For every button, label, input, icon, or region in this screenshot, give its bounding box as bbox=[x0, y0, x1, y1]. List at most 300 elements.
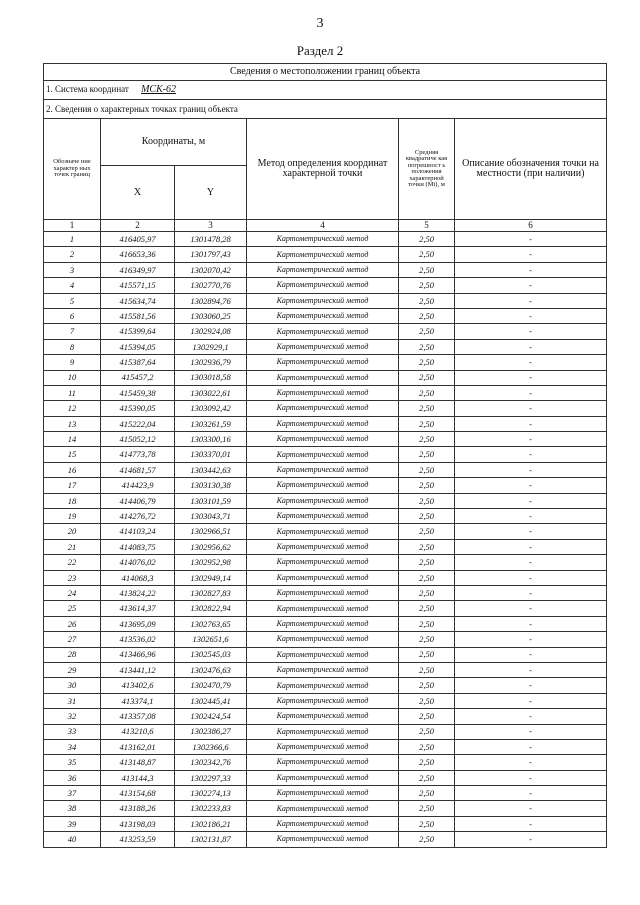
x-cell: 414276,72 bbox=[101, 509, 175, 524]
description-cell: - bbox=[455, 524, 607, 539]
table-row bbox=[44, 416, 607, 431]
description-cell: - bbox=[455, 432, 607, 447]
y-cell: 1302966,51 bbox=[175, 524, 247, 539]
header-description: Описание обозначения точки на местности (при наличии) bbox=[455, 119, 607, 220]
page-number: 3 bbox=[316, 16, 324, 31]
method-cell: Картометрический метод bbox=[247, 278, 399, 293]
point-id-cell: 2 bbox=[44, 247, 101, 262]
x-cell: 415571,15 bbox=[101, 278, 175, 293]
accuracy-cell: 2,50 bbox=[399, 524, 455, 539]
accuracy-cell: 2,50 bbox=[399, 262, 455, 277]
header-x: X bbox=[101, 166, 175, 220]
x-cell: 415394,05 bbox=[101, 339, 175, 354]
table-row bbox=[44, 278, 607, 293]
table-row bbox=[44, 370, 607, 385]
method-cell: Картометрический метод bbox=[247, 647, 399, 662]
y-cell: 1302956,62 bbox=[175, 539, 247, 554]
header-y: Y bbox=[175, 166, 247, 220]
table-row bbox=[44, 647, 607, 662]
method-cell: Картометрический метод bbox=[247, 447, 399, 462]
x-cell: 416653,36 bbox=[101, 247, 175, 262]
y-cell: 1302929,1 bbox=[175, 339, 247, 354]
table-row bbox=[44, 355, 607, 370]
method-cell: Картометрический метод bbox=[247, 478, 399, 493]
method-cell: Картометрический метод bbox=[247, 570, 399, 585]
x-cell: 413162,01 bbox=[101, 739, 175, 754]
table-row bbox=[44, 585, 607, 600]
method-cell: Картометрический метод bbox=[247, 555, 399, 570]
x-cell: 414773,78 bbox=[101, 447, 175, 462]
point-id-cell: 8 bbox=[44, 339, 101, 354]
x-cell: 413695,09 bbox=[101, 616, 175, 631]
y-cell: 1303092,42 bbox=[175, 401, 247, 416]
y-cell: 1302297,33 bbox=[175, 770, 247, 785]
table-row bbox=[44, 801, 607, 816]
y-cell: 1302822,94 bbox=[175, 601, 247, 616]
y-cell: 1302186,21 bbox=[175, 816, 247, 831]
method-cell: Картометрический метод bbox=[247, 247, 399, 262]
description-cell: - bbox=[455, 247, 607, 262]
y-cell: 1302476,63 bbox=[175, 662, 247, 677]
col-number: 4 bbox=[247, 220, 399, 232]
point-id-cell: 39 bbox=[44, 816, 101, 831]
x-cell: 415581,56 bbox=[101, 308, 175, 323]
accuracy-cell: 2,50 bbox=[399, 385, 455, 400]
accuracy-cell: 2,50 bbox=[399, 247, 455, 262]
description-cell: - bbox=[455, 632, 607, 647]
description-cell: - bbox=[455, 324, 607, 339]
accuracy-cell: 2,50 bbox=[399, 709, 455, 724]
description-cell: - bbox=[455, 339, 607, 354]
table-row bbox=[44, 262, 607, 277]
y-cell: 1302827,83 bbox=[175, 585, 247, 600]
description-cell: - bbox=[455, 293, 607, 308]
table-title: Сведения о местоположении границ объекта bbox=[44, 64, 607, 81]
y-cell: 1302131,87 bbox=[175, 832, 247, 847]
point-id-cell: 36 bbox=[44, 770, 101, 785]
method-cell: Картометрический метод bbox=[247, 786, 399, 801]
x-cell: 414076,02 bbox=[101, 555, 175, 570]
description-cell: - bbox=[455, 262, 607, 277]
method-cell: Картометрический метод bbox=[247, 308, 399, 323]
table-row bbox=[44, 385, 607, 400]
y-cell: 1303261,59 bbox=[175, 416, 247, 431]
accuracy-cell: 2,50 bbox=[399, 678, 455, 693]
y-cell: 1302770,76 bbox=[175, 278, 247, 293]
table-row bbox=[44, 432, 607, 447]
x-cell: 415634,74 bbox=[101, 293, 175, 308]
y-cell: 1302342,76 bbox=[175, 755, 247, 770]
table-row bbox=[44, 478, 607, 493]
description-cell: - bbox=[455, 786, 607, 801]
accuracy-cell: 2,50 bbox=[399, 662, 455, 677]
method-cell: Картометрический метод bbox=[247, 585, 399, 600]
point-id-cell: 24 bbox=[44, 585, 101, 600]
method-cell: Картометрический метод bbox=[247, 462, 399, 477]
method-cell: Картометрический метод bbox=[247, 816, 399, 831]
table-row bbox=[44, 616, 607, 631]
description-cell: - bbox=[455, 570, 607, 585]
point-id-cell: 1 bbox=[44, 232, 101, 247]
table-row bbox=[44, 447, 607, 462]
description-cell: - bbox=[455, 232, 607, 247]
accuracy-cell: 2,50 bbox=[399, 739, 455, 754]
point-id-cell: 4 bbox=[44, 278, 101, 293]
y-cell: 1302424,54 bbox=[175, 709, 247, 724]
x-cell: 413198,03 bbox=[101, 816, 175, 831]
description-cell: - bbox=[455, 509, 607, 524]
method-cell: Картометрический метод bbox=[247, 524, 399, 539]
point-id-cell: 29 bbox=[44, 662, 101, 677]
method-cell: Картометрический метод bbox=[247, 832, 399, 847]
accuracy-cell: 2,50 bbox=[399, 432, 455, 447]
description-cell: - bbox=[455, 462, 607, 477]
x-cell: 414103,24 bbox=[101, 524, 175, 539]
description-cell: - bbox=[455, 401, 607, 416]
accuracy-cell: 2,50 bbox=[399, 370, 455, 385]
y-cell: 1302924,08 bbox=[175, 324, 247, 339]
method-cell: Картометрический метод bbox=[247, 601, 399, 616]
method-cell: Картометрический метод bbox=[247, 693, 399, 708]
x-cell: 415052,12 bbox=[101, 432, 175, 447]
y-cell: 1303370,01 bbox=[175, 447, 247, 462]
point-id-cell: 7 bbox=[44, 324, 101, 339]
accuracy-cell: 2,50 bbox=[399, 801, 455, 816]
accuracy-cell: 2,50 bbox=[399, 447, 455, 462]
table-body bbox=[44, 232, 607, 848]
x-cell: 415399,64 bbox=[101, 324, 175, 339]
method-cell: Картометрический метод bbox=[247, 801, 399, 816]
y-cell: 1302651,6 bbox=[175, 632, 247, 647]
accuracy-cell: 2,50 bbox=[399, 293, 455, 308]
x-cell: 413210,6 bbox=[101, 724, 175, 739]
x-cell: 413402,6 bbox=[101, 678, 175, 693]
point-id-cell: 34 bbox=[44, 739, 101, 754]
table-row bbox=[44, 401, 607, 416]
point-id-cell: 22 bbox=[44, 555, 101, 570]
table-row bbox=[44, 724, 607, 739]
y-cell: 1303043,71 bbox=[175, 509, 247, 524]
header-point-designation: Обозначе ние характер ных точек границ bbox=[44, 119, 101, 220]
accuracy-cell: 2,50 bbox=[399, 478, 455, 493]
col-number: 2 bbox=[101, 220, 175, 232]
point-id-cell: 32 bbox=[44, 709, 101, 724]
table-row bbox=[44, 662, 607, 677]
method-cell: Картометрический метод bbox=[247, 339, 399, 354]
accuracy-cell: 2,50 bbox=[399, 539, 455, 554]
point-id-cell: 3 bbox=[44, 262, 101, 277]
table-row bbox=[44, 832, 607, 847]
method-cell: Картометрический метод bbox=[247, 401, 399, 416]
y-cell: 1302386,27 bbox=[175, 724, 247, 739]
accuracy-cell: 2,50 bbox=[399, 324, 455, 339]
description-cell: - bbox=[455, 709, 607, 724]
x-cell: 414681,57 bbox=[101, 462, 175, 477]
x-cell: 413441,12 bbox=[101, 662, 175, 677]
x-cell: 415387,64 bbox=[101, 355, 175, 370]
accuracy-cell: 2,50 bbox=[399, 585, 455, 600]
y-cell: 1302366,6 bbox=[175, 739, 247, 754]
point-id-cell: 26 bbox=[44, 616, 101, 631]
accuracy-cell: 2,50 bbox=[399, 786, 455, 801]
method-cell: Картометрический метод bbox=[247, 678, 399, 693]
description-cell: - bbox=[455, 647, 607, 662]
description-cell: - bbox=[455, 385, 607, 400]
x-cell: 413466,96 bbox=[101, 647, 175, 662]
y-cell: 1302763,65 bbox=[175, 616, 247, 631]
accuracy-cell: 2,50 bbox=[399, 509, 455, 524]
table-row bbox=[44, 570, 607, 585]
accuracy-cell: 2,50 bbox=[399, 832, 455, 847]
method-cell: Картометрический метод bbox=[247, 293, 399, 308]
description-cell: - bbox=[455, 355, 607, 370]
y-cell: 1303060,25 bbox=[175, 308, 247, 323]
table-row bbox=[44, 339, 607, 354]
description-cell: - bbox=[455, 770, 607, 785]
method-cell: Картометрический метод bbox=[247, 755, 399, 770]
description-cell: - bbox=[455, 478, 607, 493]
x-cell: 413614,37 bbox=[101, 601, 175, 616]
accuracy-cell: 2,50 bbox=[399, 770, 455, 785]
x-cell: 413144,3 bbox=[101, 770, 175, 785]
accuracy-cell: 2,50 bbox=[399, 355, 455, 370]
table-row bbox=[44, 601, 607, 616]
table-row bbox=[44, 247, 607, 262]
y-cell: 1303022,61 bbox=[175, 385, 247, 400]
header-method: Метод определения координат характерной точки bbox=[247, 119, 399, 220]
accuracy-cell: 2,50 bbox=[399, 462, 455, 477]
x-cell: 413374,1 bbox=[101, 693, 175, 708]
table-row bbox=[44, 493, 607, 508]
point-id-cell: 31 bbox=[44, 693, 101, 708]
table-row bbox=[44, 324, 607, 339]
method-cell: Картометрический метод bbox=[247, 632, 399, 647]
point-id-cell: 13 bbox=[44, 416, 101, 431]
description-cell: - bbox=[455, 678, 607, 693]
table-row bbox=[44, 632, 607, 647]
accuracy-cell: 2,50 bbox=[399, 278, 455, 293]
point-id-cell: 19 bbox=[44, 509, 101, 524]
method-cell: Картометрический метод bbox=[247, 416, 399, 431]
method-cell: Картометрический метод bbox=[247, 662, 399, 677]
description-cell: - bbox=[455, 416, 607, 431]
method-cell: Картометрический метод bbox=[247, 355, 399, 370]
table-row bbox=[44, 693, 607, 708]
table-row bbox=[44, 308, 607, 323]
header-coordinates: Координаты, м bbox=[101, 119, 247, 166]
table-row bbox=[44, 739, 607, 754]
point-id-cell: 14 bbox=[44, 432, 101, 447]
method-cell: Картометрический метод bbox=[247, 709, 399, 724]
col-number: 1 bbox=[44, 220, 101, 232]
point-id-cell: 33 bbox=[44, 724, 101, 739]
point-id-cell: 16 bbox=[44, 462, 101, 477]
description-cell: - bbox=[455, 555, 607, 570]
col-number: 5 bbox=[399, 220, 455, 232]
description-cell: - bbox=[455, 724, 607, 739]
x-cell: 415222,04 bbox=[101, 416, 175, 431]
x-cell: 415459,38 bbox=[101, 385, 175, 400]
x-cell: 415457,2 bbox=[101, 370, 175, 385]
y-cell: 1302233,83 bbox=[175, 801, 247, 816]
method-cell: Картометрический метод bbox=[247, 385, 399, 400]
accuracy-cell: 2,50 bbox=[399, 339, 455, 354]
table-row bbox=[44, 462, 607, 477]
y-cell: 1302470,79 bbox=[175, 678, 247, 693]
table-row bbox=[44, 678, 607, 693]
x-cell: 414406,79 bbox=[101, 493, 175, 508]
x-cell: 416405,97 bbox=[101, 232, 175, 247]
point-id-cell: 9 bbox=[44, 355, 101, 370]
y-cell: 1302445,41 bbox=[175, 693, 247, 708]
x-cell: 413357,08 bbox=[101, 709, 175, 724]
accuracy-cell: 2,50 bbox=[399, 647, 455, 662]
accuracy-cell: 2,50 bbox=[399, 493, 455, 508]
table-row bbox=[44, 555, 607, 570]
accuracy-cell: 2,50 bbox=[399, 755, 455, 770]
description-cell: - bbox=[455, 539, 607, 554]
method-cell: Картометрический метод bbox=[247, 324, 399, 339]
y-cell: 1302545,03 bbox=[175, 647, 247, 662]
accuracy-cell: 2,50 bbox=[399, 816, 455, 831]
y-cell: 1303300,16 bbox=[175, 432, 247, 447]
boundary-table bbox=[43, 63, 607, 848]
point-id-cell: 40 bbox=[44, 832, 101, 847]
table-row bbox=[44, 816, 607, 831]
x-cell: 413188,26 bbox=[101, 801, 175, 816]
method-cell: Картометрический метод bbox=[247, 493, 399, 508]
description-cell: - bbox=[455, 816, 607, 831]
point-id-cell: 20 bbox=[44, 524, 101, 539]
description-cell: - bbox=[455, 662, 607, 677]
point-id-cell: 37 bbox=[44, 786, 101, 801]
y-cell: 1303018,58 bbox=[175, 370, 247, 385]
accuracy-cell: 2,50 bbox=[399, 724, 455, 739]
description-cell: - bbox=[455, 278, 607, 293]
y-cell: 1302949,14 bbox=[175, 570, 247, 585]
y-cell: 1303130,38 bbox=[175, 478, 247, 493]
accuracy-cell: 2,50 bbox=[399, 632, 455, 647]
accuracy-cell: 2,50 bbox=[399, 308, 455, 323]
accuracy-cell: 2,50 bbox=[399, 693, 455, 708]
header-accuracy: Средняя квадратиче кая погрешност ь положения характерной точки (Mt), м bbox=[399, 119, 455, 220]
x-cell: 413154,68 bbox=[101, 786, 175, 801]
section-title: Раздел 2 bbox=[296, 43, 344, 58]
x-cell: 413824,22 bbox=[101, 585, 175, 600]
x-cell: 413536,02 bbox=[101, 632, 175, 647]
point-id-cell: 10 bbox=[44, 370, 101, 385]
point-id-cell: 30 bbox=[44, 678, 101, 693]
table-row bbox=[44, 709, 607, 724]
description-cell: - bbox=[455, 755, 607, 770]
col-number: 3 bbox=[175, 220, 247, 232]
y-cell: 1302952,98 bbox=[175, 555, 247, 570]
point-id-cell: 25 bbox=[44, 601, 101, 616]
point-id-cell: 23 bbox=[44, 570, 101, 585]
table-row bbox=[44, 755, 607, 770]
accuracy-cell: 2,50 bbox=[399, 616, 455, 631]
method-cell: Картометрический метод bbox=[247, 770, 399, 785]
col-number: 6 bbox=[455, 220, 607, 232]
accuracy-cell: 2,50 bbox=[399, 401, 455, 416]
y-cell: 1302894,76 bbox=[175, 293, 247, 308]
point-id-cell: 11 bbox=[44, 385, 101, 400]
table-row bbox=[44, 770, 607, 785]
point-id-cell: 6 bbox=[44, 308, 101, 323]
method-cell: Картометрический метод bbox=[247, 724, 399, 739]
y-cell: 1301478,28 bbox=[175, 232, 247, 247]
x-cell: 413253,59 bbox=[101, 832, 175, 847]
method-cell: Картометрический метод bbox=[247, 232, 399, 247]
accuracy-cell: 2,50 bbox=[399, 570, 455, 585]
table-row bbox=[44, 293, 607, 308]
point-id-cell: 12 bbox=[44, 401, 101, 416]
x-cell: 414068,3 bbox=[101, 570, 175, 585]
y-cell: 1301797,43 bbox=[175, 247, 247, 262]
method-cell: Картометрический метод bbox=[247, 509, 399, 524]
accuracy-cell: 2,50 bbox=[399, 232, 455, 247]
coord-system-row bbox=[44, 81, 607, 100]
point-id-cell: 35 bbox=[44, 755, 101, 770]
method-cell: Картометрический метод bbox=[247, 739, 399, 754]
table-row bbox=[44, 539, 607, 554]
x-cell: 415390,05 bbox=[101, 401, 175, 416]
coord-system-label: 1. Система координат bbox=[46, 84, 129, 94]
description-cell: - bbox=[455, 370, 607, 385]
description-cell: - bbox=[455, 693, 607, 708]
description-cell: - bbox=[455, 739, 607, 754]
y-cell: 1303101,59 bbox=[175, 493, 247, 508]
description-cell: - bbox=[455, 832, 607, 847]
description-cell: - bbox=[455, 801, 607, 816]
y-cell: 1302936,79 bbox=[175, 355, 247, 370]
accuracy-cell: 2,50 bbox=[399, 601, 455, 616]
table-row bbox=[44, 786, 607, 801]
point-id-cell: 27 bbox=[44, 632, 101, 647]
accuracy-cell: 2,50 bbox=[399, 416, 455, 431]
table-row bbox=[44, 524, 607, 539]
method-cell: Картометрический метод bbox=[247, 432, 399, 447]
method-cell: Картометрический метод bbox=[247, 370, 399, 385]
y-cell: 1303442,63 bbox=[175, 462, 247, 477]
description-cell: - bbox=[455, 601, 607, 616]
description-cell: - bbox=[455, 585, 607, 600]
description-cell: - bbox=[455, 616, 607, 631]
x-cell: 414083,75 bbox=[101, 539, 175, 554]
point-id-cell: 15 bbox=[44, 447, 101, 462]
table-row bbox=[44, 232, 607, 247]
method-cell: Картометрический метод bbox=[247, 616, 399, 631]
y-cell: 1302070,42 bbox=[175, 262, 247, 277]
point-id-cell: 18 bbox=[44, 493, 101, 508]
points-label: 2. Сведения о характерных точках границ объекта bbox=[44, 100, 607, 119]
x-cell: 416349,97 bbox=[101, 262, 175, 277]
point-id-cell: 21 bbox=[44, 539, 101, 554]
x-cell: 414423,9 bbox=[101, 478, 175, 493]
method-cell: Картометрический метод bbox=[247, 539, 399, 554]
description-cell: - bbox=[455, 308, 607, 323]
point-id-cell: 28 bbox=[44, 647, 101, 662]
description-cell: - bbox=[455, 447, 607, 462]
y-cell: 1302274,13 bbox=[175, 786, 247, 801]
coord-system-value: МСК-62 bbox=[141, 84, 177, 95]
point-id-cell: 38 bbox=[44, 801, 101, 816]
point-id-cell: 5 bbox=[44, 293, 101, 308]
accuracy-cell: 2,50 bbox=[399, 555, 455, 570]
x-cell: 413148,87 bbox=[101, 755, 175, 770]
point-id-cell: 17 bbox=[44, 478, 101, 493]
description-cell: - bbox=[455, 493, 607, 508]
